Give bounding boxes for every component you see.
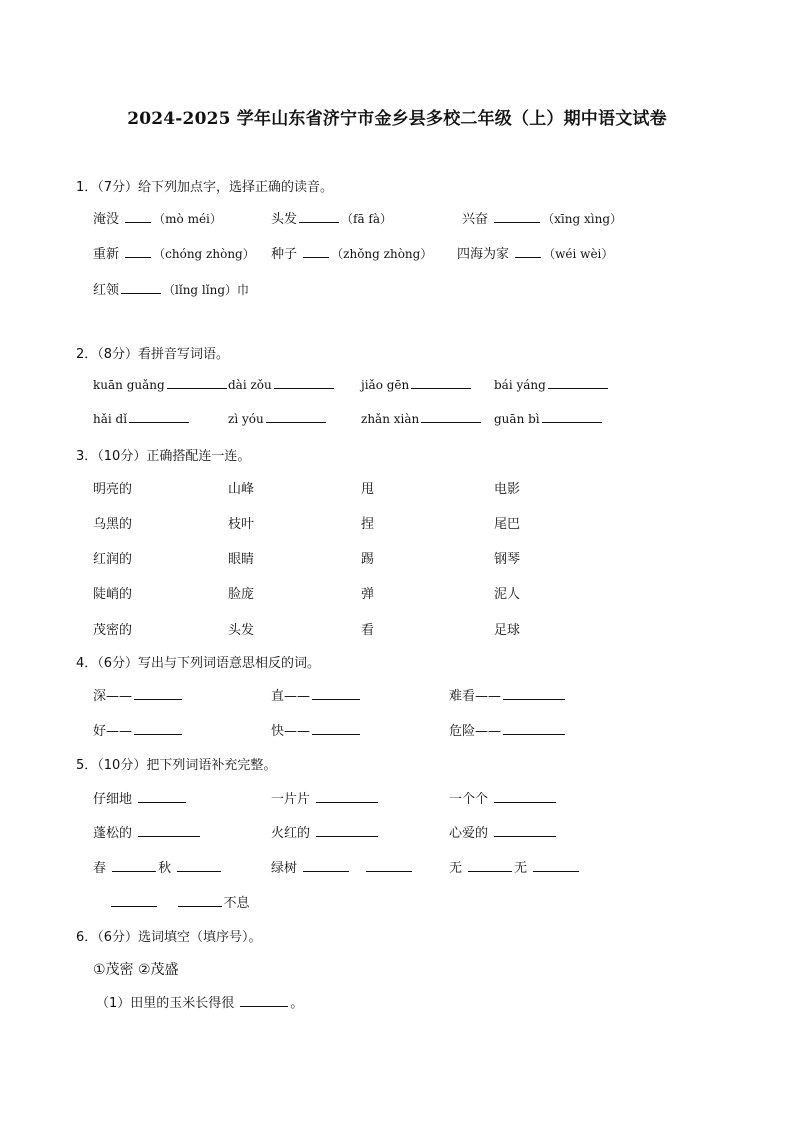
q4-item [449, 720, 567, 739]
answer-blank[interactable] [134, 722, 182, 735]
match-item[interactable]: 电影 [494, 482, 521, 497]
q1-word: 兴奋 [462, 212, 489, 227]
answer-blank[interactable] [494, 790, 556, 803]
answer-blank[interactable] [111, 894, 157, 907]
q5-word: 心爱的 [449, 826, 489, 841]
pinyin: hǎi dǐ [93, 412, 128, 426]
q4-item [93, 685, 184, 704]
answer-blank[interactable] [240, 994, 288, 1007]
match-item[interactable]: 捏 [361, 517, 375, 532]
q5-word: 绿树 [271, 861, 298, 876]
answer-blank[interactable] [177, 859, 221, 872]
q5-word: 无 [449, 861, 463, 876]
q5-item [271, 857, 414, 876]
q1-item [93, 243, 255, 262]
match-item[interactable]: 看 [361, 623, 375, 638]
q4-word: 好—— [93, 724, 133, 739]
answer-blank[interactable] [303, 859, 349, 872]
match-item[interactable]: 踢 [361, 552, 375, 567]
q4-word: 直—— [271, 689, 311, 704]
answer-blank[interactable] [138, 790, 186, 803]
match-item[interactable]: 泥人 [494, 587, 521, 602]
q5-word: 春 [93, 861, 107, 876]
answer-blank[interactable] [112, 859, 156, 872]
answer-blank[interactable] [299, 210, 339, 223]
q4-item [271, 720, 362, 739]
q2-item [93, 376, 229, 392]
q5-word: 蓬松的 [93, 826, 133, 841]
match-item[interactable]: 足球 [494, 623, 521, 638]
q5-item [93, 822, 202, 841]
q5-word: 火红的 [271, 826, 311, 841]
q2-item [361, 410, 483, 426]
pinyin: kuān guǎng [93, 378, 165, 392]
answer-blank[interactable] [366, 859, 412, 872]
match-item[interactable]: 头发 [228, 623, 255, 638]
q4-word: 难看—— [449, 689, 502, 704]
q1-heading: 1．（7分）给下列加点字，选择正确的读音。 [76, 180, 334, 195]
page-title: 2024-2025 学年山东省济宁市金乡县多校二年级（上）期中语文试卷 [127, 109, 667, 129]
q4-item [449, 685, 567, 704]
q5-word: 仔细地 [93, 792, 133, 807]
q2-heading: 2．（8分）看拼音写词语。 [76, 347, 230, 362]
answer-blank[interactable] [316, 824, 378, 837]
answer-blank[interactable] [274, 376, 334, 389]
q5-item [449, 857, 581, 876]
q1-options: （xīng xìng） [542, 212, 623, 226]
answer-blank[interactable] [421, 410, 481, 423]
answer-blank[interactable] [125, 210, 151, 223]
q5-item [93, 857, 223, 876]
q1-item [457, 243, 613, 262]
match-item[interactable]: 弹 [361, 587, 375, 602]
answer-blank[interactable] [533, 859, 579, 872]
q1-options: （zhǒng zhòng） [331, 247, 433, 261]
q1-options: （fā fà） [341, 212, 393, 226]
q6-sub1-text [96, 992, 303, 1011]
q1-item [271, 208, 392, 227]
q2-item [494, 376, 610, 392]
q5-item [271, 822, 380, 841]
q5-heading: 5．（10分）把下列词语补充完整。 [76, 758, 277, 773]
q1-item [271, 243, 432, 262]
answer-blank[interactable] [303, 245, 329, 258]
answer-blank[interactable] [266, 410, 326, 423]
q3-heading: 3．（10分）正确搭配连一连。 [76, 449, 251, 464]
q1-options: （mò méi） [153, 212, 222, 226]
q1-word: 淹没 [93, 212, 120, 227]
q2-item [93, 410, 191, 426]
q1-options: （wéi wèi） [543, 247, 614, 261]
match-item[interactable]: 明亮的 [93, 482, 133, 497]
q6-option-list: ①茂密 ②茂盛 [93, 962, 179, 978]
match-item[interactable]: 枝叶 [228, 517, 255, 532]
match-item[interactable]: 茂密的 [93, 623, 133, 638]
match-item[interactable]: 山峰 [228, 482, 255, 497]
answer-blank[interactable] [542, 410, 602, 423]
answer-blank[interactable] [411, 376, 471, 389]
pinyin: zhǎn xiàn [361, 412, 420, 426]
q5-word: 一片片 [271, 792, 311, 807]
q4-word: 深—— [93, 689, 133, 704]
q5-word: 不息 [223, 896, 250, 911]
answer-blank[interactable] [548, 376, 608, 389]
q1-options: （lǐng lǐng）巾 [163, 283, 250, 297]
match-item[interactable]: 尾巴 [494, 517, 521, 532]
q2-item [228, 376, 336, 392]
q5-item [93, 788, 188, 807]
q5-item [271, 788, 380, 807]
match-item[interactable]: 甩 [361, 482, 375, 497]
q2-item [494, 410, 604, 426]
q1-item [93, 208, 222, 227]
q5-item [449, 788, 558, 807]
q1-word: 四海为家 [457, 247, 510, 262]
pinyin: dài zǒu [228, 378, 272, 392]
q5-word: 一个个 [449, 792, 489, 807]
match-item[interactable]: 脸庞 [228, 587, 255, 602]
match-item[interactable]: 陡峭的 [93, 587, 133, 602]
q4-word: 快—— [271, 724, 311, 739]
answer-blank[interactable] [129, 410, 189, 423]
q4-word: 危险—— [449, 724, 502, 739]
answer-blank[interactable] [494, 824, 556, 837]
q1-word: 头发 [271, 212, 298, 227]
q5-word: 无 [514, 861, 528, 876]
q5-item [449, 822, 558, 841]
answer-blank[interactable] [312, 687, 360, 700]
match-item[interactable]: 钢琴 [494, 552, 521, 567]
answer-blank[interactable] [503, 722, 565, 735]
match-item[interactable]: 红润的 [93, 552, 133, 567]
answer-blank[interactable] [121, 281, 161, 294]
pinyin: jiǎo gēn [361, 378, 410, 392]
q1-item [93, 279, 249, 298]
pinyin: guān bì [494, 412, 540, 426]
q5-item [109, 892, 250, 911]
answer-blank[interactable] [494, 210, 540, 223]
q6-sentence: （1）田里的玉米长得很 [96, 996, 235, 1011]
pinyin: zì yóu [228, 412, 264, 426]
answer-blank[interactable] [138, 824, 200, 837]
q2-item [361, 376, 473, 392]
answer-blank[interactable] [468, 859, 512, 872]
q6-sentence-end: 。 [290, 996, 304, 1011]
answer-blank[interactable] [312, 722, 360, 735]
q1-word: 种子 [271, 247, 298, 262]
answer-blank[interactable] [503, 687, 565, 700]
q1-word: 红领 [93, 283, 120, 298]
q6-heading: 6．（6分）选词填空（填序号）。 [76, 930, 262, 945]
q4-item [271, 685, 362, 704]
q5-word: 秋 [158, 861, 172, 876]
answer-blank[interactable] [125, 245, 151, 258]
q4-item [93, 720, 184, 739]
q1-options: （chóng zhòng） [153, 247, 255, 261]
q2-item [228, 410, 328, 426]
match-item[interactable]: 眼睛 [228, 552, 255, 567]
q1-word: 重新 [93, 247, 120, 262]
q1-item [462, 208, 622, 227]
answer-blank[interactable] [167, 376, 227, 389]
answer-blank[interactable] [515, 245, 541, 258]
pinyin: bái yáng [494, 378, 546, 392]
answer-blank[interactable] [316, 790, 378, 803]
q4-heading: 4．（6分）写出与下列词语意思相反的词。 [76, 656, 321, 671]
answer-blank[interactable] [178, 894, 222, 907]
answer-blank[interactable] [134, 687, 182, 700]
match-item[interactable]: 乌黑的 [93, 517, 133, 532]
